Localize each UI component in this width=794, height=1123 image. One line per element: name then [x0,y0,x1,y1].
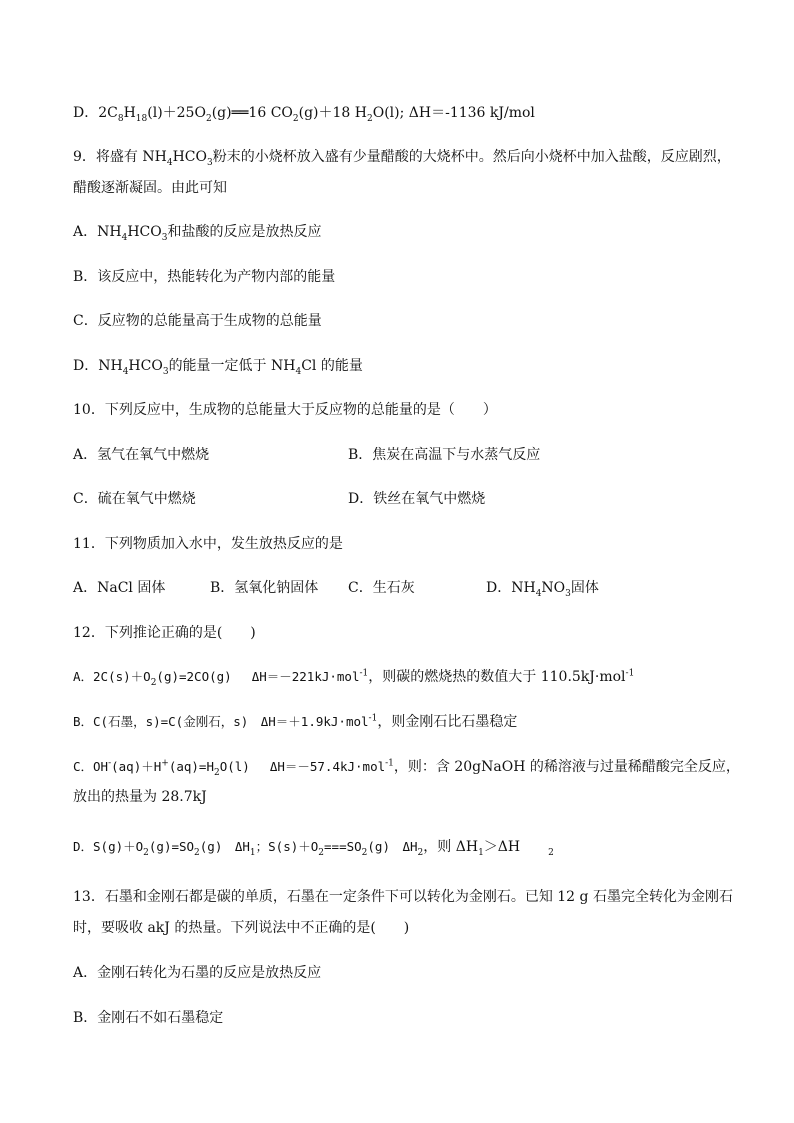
superscript: -1 [359,668,369,679]
subscript: 8 [117,113,124,124]
superscript: -1 [625,668,635,679]
text: D．NH [486,580,536,596]
text: A．2C(s)＋O [73,669,151,684]
q9-option-c: C．反应物的总能量高于生成物的总能量 [73,313,322,329]
text: (g)=SO [148,839,195,854]
q10-option-d: D．铁丝在氧气中燃烧 [348,491,486,507]
q13-stem-line2: 时，要吸收 akJ 的热量。下列说法中不正确的是( ) [73,920,410,936]
subscript: 2 [150,677,157,688]
q10-option-a: A．氢气在氧气中燃烧 [73,447,210,463]
subscript: 4 [121,232,128,243]
text: O(l) ΔH＝－57.4kJ·mol [219,759,386,774]
subscript: 18 [135,113,148,124]
superscript: -1 [368,713,378,724]
text: Cl 的能量 [301,358,363,374]
subscript: 2 [318,847,325,858]
text: C．OH [73,759,109,774]
q9-option-a [73,223,321,241]
q12-option-b [73,713,517,731]
text: HCO [128,358,163,374]
subscript: 2 [205,113,212,124]
subscript: 4 [122,366,129,377]
q11-option-d [486,579,599,597]
subscript: 4 [166,157,173,168]
text: ；S(s)＋O [255,839,319,854]
q10-option-c: C．硫在氧气中燃烧 [73,491,196,507]
subscript: 2 [417,847,424,858]
subscript: 2 [194,847,200,858]
superscript: + [161,758,169,769]
text: (g)=2CO(g) ΔH＝－221kJ·mol [156,669,360,684]
subscript: 1 [478,847,484,858]
text: 和盐酸的反应是放热反应 [167,224,322,240]
text: A．NH [73,224,122,240]
text: ===SO [324,839,362,854]
text: 固体 [570,580,599,596]
q11-option-c: C．生石灰 [348,580,415,596]
superscript: -1 [385,758,394,769]
text: ，则：含 20gNaOH 的稀溶液与过量稀醋酸完全反应， [393,759,740,775]
q8-option-d [73,104,535,122]
q11-option-a: A．NaCl 固体 [73,580,166,596]
q10-stem: 10．下列反应中，生成物的总能量大于反应物的总能量的是（ ） [73,402,497,418]
q11-option-b: B．氢氧化钠固体 [210,580,319,596]
text: (l)＋25O [147,105,206,121]
text: D．2C [73,105,118,121]
text: (aq)=H [168,759,214,774]
text: (g) ΔH [199,839,250,854]
q9-option-b: B．该反应中，热能转化为产物内部的能量 [73,269,336,285]
q12-option-c [73,758,740,776]
text: O(l); ΔH＝-1136 kJ/mol [372,105,535,121]
text: (aq)＋H [111,759,162,774]
subscript: 2 [143,847,149,858]
text: ＞ΔH [483,839,521,855]
subscript: 2 [366,113,373,124]
text: D．NH [73,358,123,374]
subscript: 3 [162,366,169,377]
text: D．S(g)＋O [73,839,144,854]
q9-stem-line2: 醋酸逐渐凝固。由此可知 [73,180,227,196]
superscript: - [108,758,112,769]
q12-option-d [73,838,554,856]
text: HCO [172,149,207,165]
subscript: 3 [565,588,571,599]
q10-option-b: B．焦炭在高温下与水蒸气反应 [348,447,541,463]
subscript: 2 [548,847,554,858]
subscript: 2 [292,113,299,124]
q9-stem-line1 [73,148,731,166]
text: ，则金刚石比石墨稳定 [377,714,518,730]
q12-option-a [73,668,634,686]
q12-option-c-line2: 放出的热量为 28.7kJ [73,789,207,805]
text: NO [541,580,566,596]
text: 9．将盛有 NH [73,149,167,165]
subscript: 4 [295,366,302,377]
subscript: 3 [206,157,213,168]
subscript: 2 [213,767,220,778]
subscript: 2 [361,847,368,858]
text: (g)＋18 H [298,105,367,121]
text: 的能量一定低于 NH [168,358,296,374]
text: ，则碳的燃烧热的数值大于 110.5kJ·mol [368,669,626,685]
q11-stem: 11．下列物质加入水中，发生放热反应的是 [73,536,343,552]
text: HCO [127,224,162,240]
q13-option-a: A．金刚石转化为石墨的反应是放热反应 [73,965,322,981]
text: H [123,105,136,121]
subscript: 3 [161,232,168,243]
text: ，则 ΔH [423,839,479,855]
q13-stem-line1: 13．石墨和金刚石都是碳的单质，石墨在一定条件下可以转化为金刚石。已知 12 g 石墨完全转化为金刚石 [73,889,733,905]
text: 粉末的小烧杯放入盛有少量醋酸的大烧杯中。然后向小烧杯中加入盐酸，反应剧烈， [212,149,731,165]
subscript: 4 [535,588,542,599]
q9-option-d [73,357,363,375]
text: (g)══16 CO [211,105,293,121]
subscript: 1 [249,847,256,858]
q13-option-b: B．金刚石不如石墨稳定 [73,1010,224,1026]
text: (g) ΔH [367,839,418,854]
text: B．C(石墨，s)=C(金刚石，s) ΔH＝＋1.9kJ·mol [73,714,369,729]
q12-stem: 12．下列推论正确的是( ) [73,625,256,641]
